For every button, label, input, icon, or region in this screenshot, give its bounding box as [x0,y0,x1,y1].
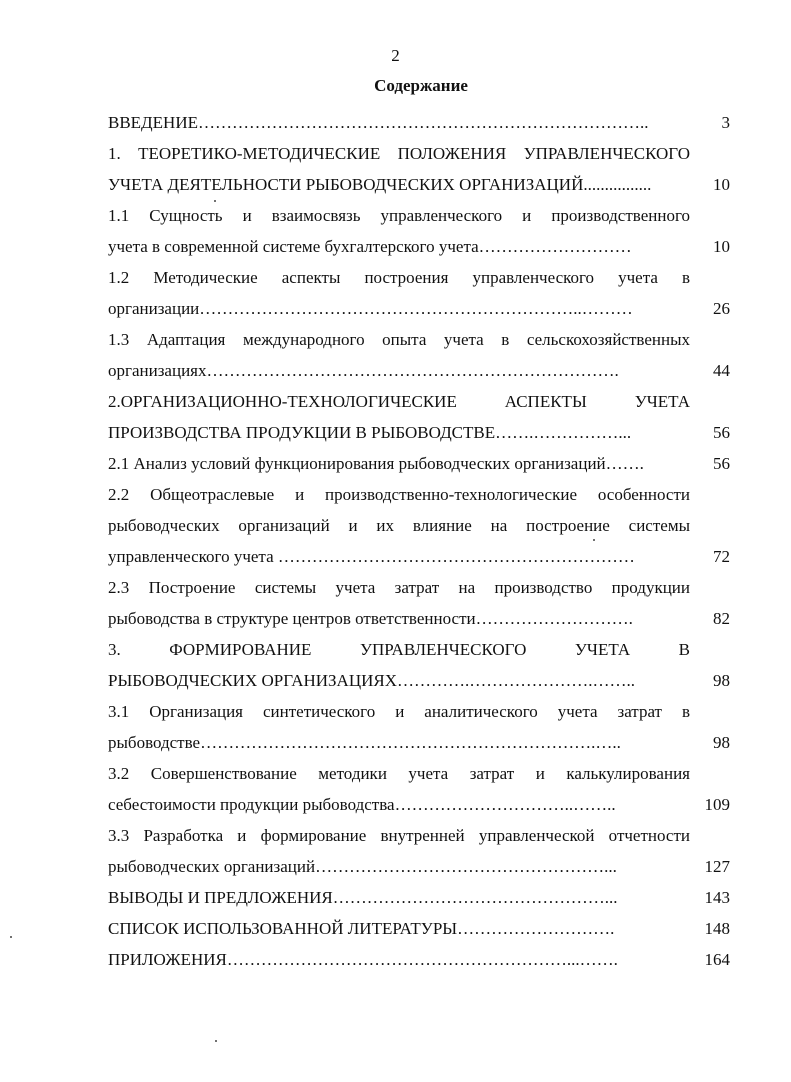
toc-entry-page: 3 [721,113,730,132]
toc-entry-text: организации…………………………………………………………..……… [108,299,633,318]
toc-entry-page: 56 [713,423,730,442]
toc-entry-text: рыбоводства в структуре центров ответственности………………………. [108,609,633,628]
toc-entry-text: 2.3 Построение системы учета затрат на производство продукции [108,578,690,597]
toc-entry-text: 2.1 Анализ условий функционирования рыбоводческих организаций……. [108,454,644,473]
toc-entry-text: себестоимости продукции рыбоводства…………………………..…….. [108,795,616,814]
toc-row [108,262,690,293]
toc-entry-text: организациях………………………………………………………………. [108,361,619,380]
toc-entry-page: 109 [704,795,730,814]
toc-entry-text: 2.ОРГАНИЗАЦИОННО-ТЕХНОЛОГИЧЕСКИЕ АСПЕКТЫ УЧЕТА [108,392,690,411]
toc-entry-text: СПИСОК ИСПОЛЬЗОВАННОЙ ЛИТЕРАТУРЫ………………………. [108,919,615,938]
toc-row [108,417,730,448]
toc-row [108,572,690,603]
toc-row [108,448,730,479]
scan-speck [10,936,12,938]
toc-row [108,293,730,324]
toc-row [108,882,730,913]
toc-entry-text: ВВЕДЕНИЕ…………………………………………………………………….. [108,113,649,132]
toc-entry-text: рыбоводческих организаций……………………………………………... [108,857,617,876]
toc-title: Содержание [374,76,468,95]
toc-entry-text: 3. ФОРМИРОВАНИЕ УПРАВЛЕНЧЕСКОГО УЧЕТА В [108,640,690,659]
toc-entry-page: 127 [704,857,730,876]
toc-entry-page: 10 [713,175,730,194]
toc-row [108,944,730,975]
toc-row [108,200,690,231]
toc-entry-page: 148 [704,919,730,938]
toc-row [108,355,730,386]
toc-entry-text: управленческого учета ……………………………………………………… [108,547,635,566]
toc-entry-text: 3.3 Разработка и формирование внутренней управленческой отчетности [108,826,690,845]
toc-entry-text: 1.2 Методические аспекты построения управленческого учета в [108,268,690,287]
toc-entry-text: ВЫВОДЫ И ПРЕДЛОЖЕНИЯ…………………………………………... [108,888,618,907]
scan-speck [214,200,216,202]
toc-entry-page: 72 [713,547,730,566]
toc-entry-page: 26 [713,299,730,318]
toc-row [108,324,690,355]
scan-speck [593,539,595,541]
toc-row [108,107,730,138]
toc-entry-page: 82 [713,609,730,628]
toc-row [108,820,690,851]
toc-entry-text: 3.2 Совершенствование методики учета затрат и калькулирования [108,764,690,783]
toc-row [108,479,690,510]
toc-entry-text: рыбоводстве…………………………………………………………….….. [108,733,621,752]
toc-entry-text: рыбоводческих организаций и их влияние на построение системы [108,516,690,535]
toc-entry-text: 1.1 Сущность и взаимосвязь управленческого и производственного [108,206,690,225]
toc-entry-page: 98 [713,733,730,752]
toc-entry-page: 143 [704,888,730,907]
toc-entry-page: 10 [713,237,730,256]
table-of-contents [108,107,730,975]
toc-row [108,913,730,944]
toc-row [108,510,690,541]
toc-row [108,758,690,789]
toc-entry-text: 3.1 Организация синтетического и аналитического учета затрат в [108,702,690,721]
page-number: 2 [391,46,400,65]
toc-row [108,231,730,262]
toc-entry-text: 1.3 Адаптация международного опыта учета в сельскохозяйственных [108,330,690,349]
toc-entry-text: ПРОИЗВОДСТВА ПРОДУКЦИИ В РЫБОВОДСТВЕ…….……………... [108,423,632,442]
toc-row [108,727,730,758]
toc-row [108,541,730,572]
toc-row [108,386,690,417]
toc-row [108,665,730,696]
toc-row [108,851,730,882]
toc-entry-page: 164 [704,950,730,969]
toc-row [108,789,730,820]
toc-entry-page: 98 [713,671,730,690]
toc-row [108,169,730,200]
toc-row [108,634,690,665]
toc-entry-page: 56 [713,454,730,473]
toc-entry-text: 1. ТЕОРЕТИКО-МЕТОДИЧЕСКИЕ ПОЛОЖЕНИЯ УПРАВЛЕНЧЕСКОГО [108,144,690,163]
toc-entry-text: ПРИЛОЖЕНИЯ……………………………………………………...……. [108,950,618,969]
toc-row [108,603,730,634]
toc-row [108,138,690,169]
toc-row [108,696,690,727]
toc-entry-text: учета в современной системе бухгалтерского учета……………………… [108,237,632,256]
toc-entry-text: УЧЕТА ДЕЯТЕЛЬНОСТИ РЫБОВОДЧЕСКИХ ОРГАНИЗАЦИЙ................ [108,175,652,194]
toc-entry-text: РЫБОВОДЧЕСКИХ ОРГАНИЗАЦИЯХ………….………………….…….. [108,671,635,690]
toc-entry-text: 2.2 Общеотраслевые и производственно-технологические особенности [108,485,690,504]
toc-entry-page: 44 [713,361,730,380]
scan-speck [215,1040,217,1042]
